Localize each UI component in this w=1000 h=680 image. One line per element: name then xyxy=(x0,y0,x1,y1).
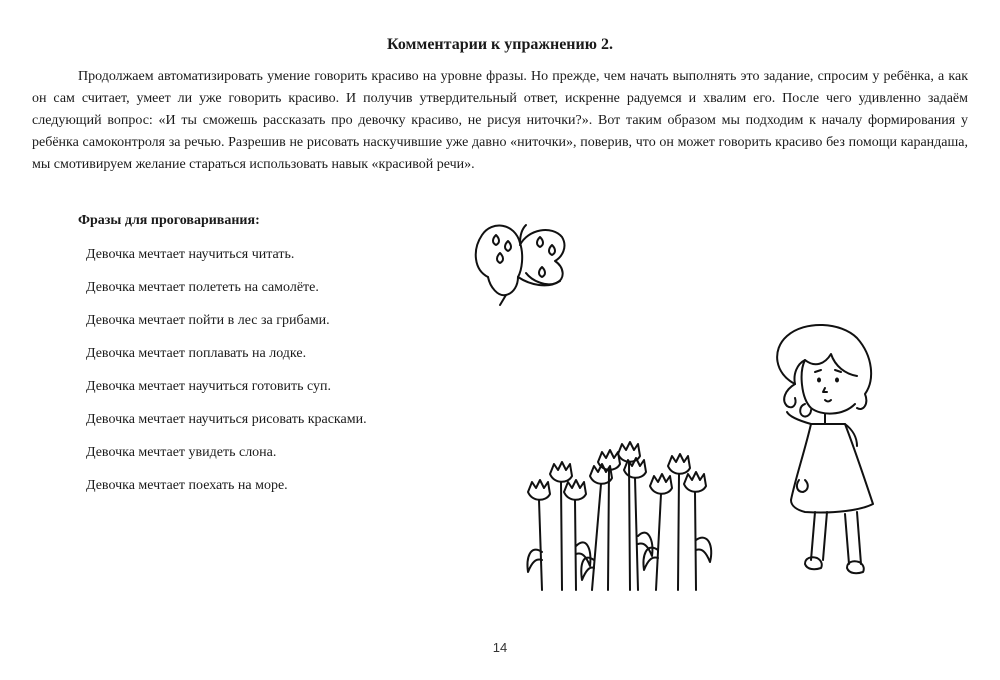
butterfly-illustration xyxy=(470,215,580,310)
phrase-item: Девочка мечтает увидеть слона. xyxy=(86,445,277,460)
phrase-list xyxy=(86,246,367,510)
phrase-item: Девочка мечтает поплавать на лодке. xyxy=(86,346,307,361)
phrase-item: Девочка мечтает научиться читать. xyxy=(86,247,295,262)
page-title: Комментарии к упражнению 2. xyxy=(387,36,613,53)
phrase-item: Девочка мечтает научиться готовить суп. xyxy=(86,379,331,394)
phrase-item: Девочка мечтает поехать на море. xyxy=(86,478,288,493)
phrase-item: Девочка мечтает научиться рисовать красками. xyxy=(86,412,367,427)
page-number: 14 xyxy=(492,640,508,655)
phrases-heading: Фразы для проговаривания: xyxy=(78,213,260,228)
tulips-illustration xyxy=(520,440,725,610)
girl-illustration xyxy=(765,320,890,590)
phrase-item: Девочка мечтает полететь на самолёте. xyxy=(86,280,319,295)
intro-paragraph: Продолжаем автоматизировать умение говорить красиво на уровне фразы. Но прежде, чем начать выполнять это задание, спросим у ребёнка, а как он сам считает, умеет ли уже говорить красиво. И получив утвердительный ответ, искренне радуемся и хвалим его. После чего удивленно задаём следующий вопрос: «И ты сможешь рассказать про девочку красиво, не рисуя ниточки?». Вот таким образом мы подходим к началу формирования у ребёнка самоконтроля за речью. Разрешив не рисовать наскучившие уже давно «ниточки», поверив, что он может говорить красиво без помощи карандаша, мы смотивируем желание стараться использовать навык «красивой речи». xyxy=(32,69,968,172)
phrase-item: Девочка мечтает пойти в лес за грибами. xyxy=(86,313,330,328)
